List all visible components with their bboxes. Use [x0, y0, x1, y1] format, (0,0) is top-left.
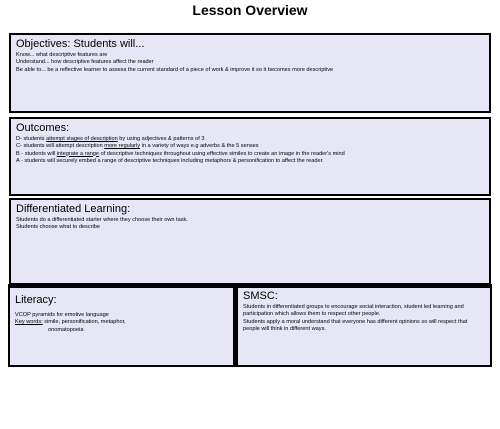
objectives-line-able: Be able to... be a reflective learner to assess the current standard of a piece of work & improve it so it becomes more descriptive	[16, 66, 334, 73]
outcome-d-text: D- students	[16, 136, 47, 142]
outcome-b-text: B - students will	[16, 150, 57, 157]
outcome-c-rest: in a variety of ways e.g adverbs & the 5 senses	[140, 143, 259, 150]
smsc-text	[243, 304, 490, 333]
literacy-line-vcop: VCOP pyramids for emotive language	[15, 312, 109, 318]
outcome-c	[16, 143, 489, 150]
outcome-d	[16, 136, 489, 143]
outcome-b-underlined: integrate a range	[56, 150, 100, 157]
outcome-a: A - students will securely embed a range of descriptive techniques including metaphors & personification to affect the reader.	[16, 157, 324, 164]
literacy-heading: Literacy:	[15, 294, 57, 306]
outcomes-text	[16, 136, 489, 165]
outcome-b-rest: of descriptive techniques throughout using effective similes to create an image in the reader's mind	[99, 150, 345, 157]
outcomes-box	[9, 117, 491, 196]
outcome-d-underlined: attempt stages of description	[46, 136, 118, 142]
outcome-d-rest: by using adjectives & patterns of 3	[117, 136, 205, 142]
outcome-b	[16, 151, 489, 158]
page-title: Lesson Overview	[192, 2, 308, 18]
smsc-box	[236, 286, 492, 367]
outcome-c-underlined: more regularly	[104, 143, 141, 150]
literacy-line-keywords	[15, 319, 233, 326]
outcome-c-text: C- students will attempt description	[16, 143, 105, 150]
objectives-heading: Objectives: Students will...	[16, 38, 145, 50]
literacy-text	[15, 312, 233, 334]
smsc-line-4: people will think in different ways.	[243, 325, 326, 332]
objectives-line-understand: Understand... how descriptive features affect the reader	[16, 59, 154, 66]
keywords-list: simile, personification, metaphor,	[42, 319, 126, 326]
differentiated-line-starter: Students do a differentiated starter where they choose their own task.	[16, 217, 188, 223]
differentiated-text	[16, 217, 489, 232]
differentiated-learning-box	[9, 198, 491, 285]
objectives-line-know: Know... what descriptive features are	[16, 52, 108, 58]
outcomes-heading: Outcomes:	[16, 122, 70, 134]
keywords-label: Key words:	[15, 319, 43, 326]
literacy-box	[8, 286, 233, 367]
differentiated-line-choose: Students choose what to describe	[16, 224, 100, 231]
objectives-text	[16, 52, 489, 74]
smsc-line-2: participation which allows them to respect other people.	[243, 311, 381, 318]
smsc-heading: SMSC:	[243, 290, 278, 302]
objectives-box	[9, 33, 491, 113]
differentiated-heading: Differentiated Learning:	[16, 203, 131, 215]
smsc-line-3: Students apply a moral understand that everyone has different opinions so will respect that	[243, 318, 468, 325]
smsc-line-1: Students in differentiated groups to encourage social interaction, student led learning and	[243, 304, 464, 310]
literacy-line-keywords-cont: onomatopoeia	[48, 326, 84, 333]
